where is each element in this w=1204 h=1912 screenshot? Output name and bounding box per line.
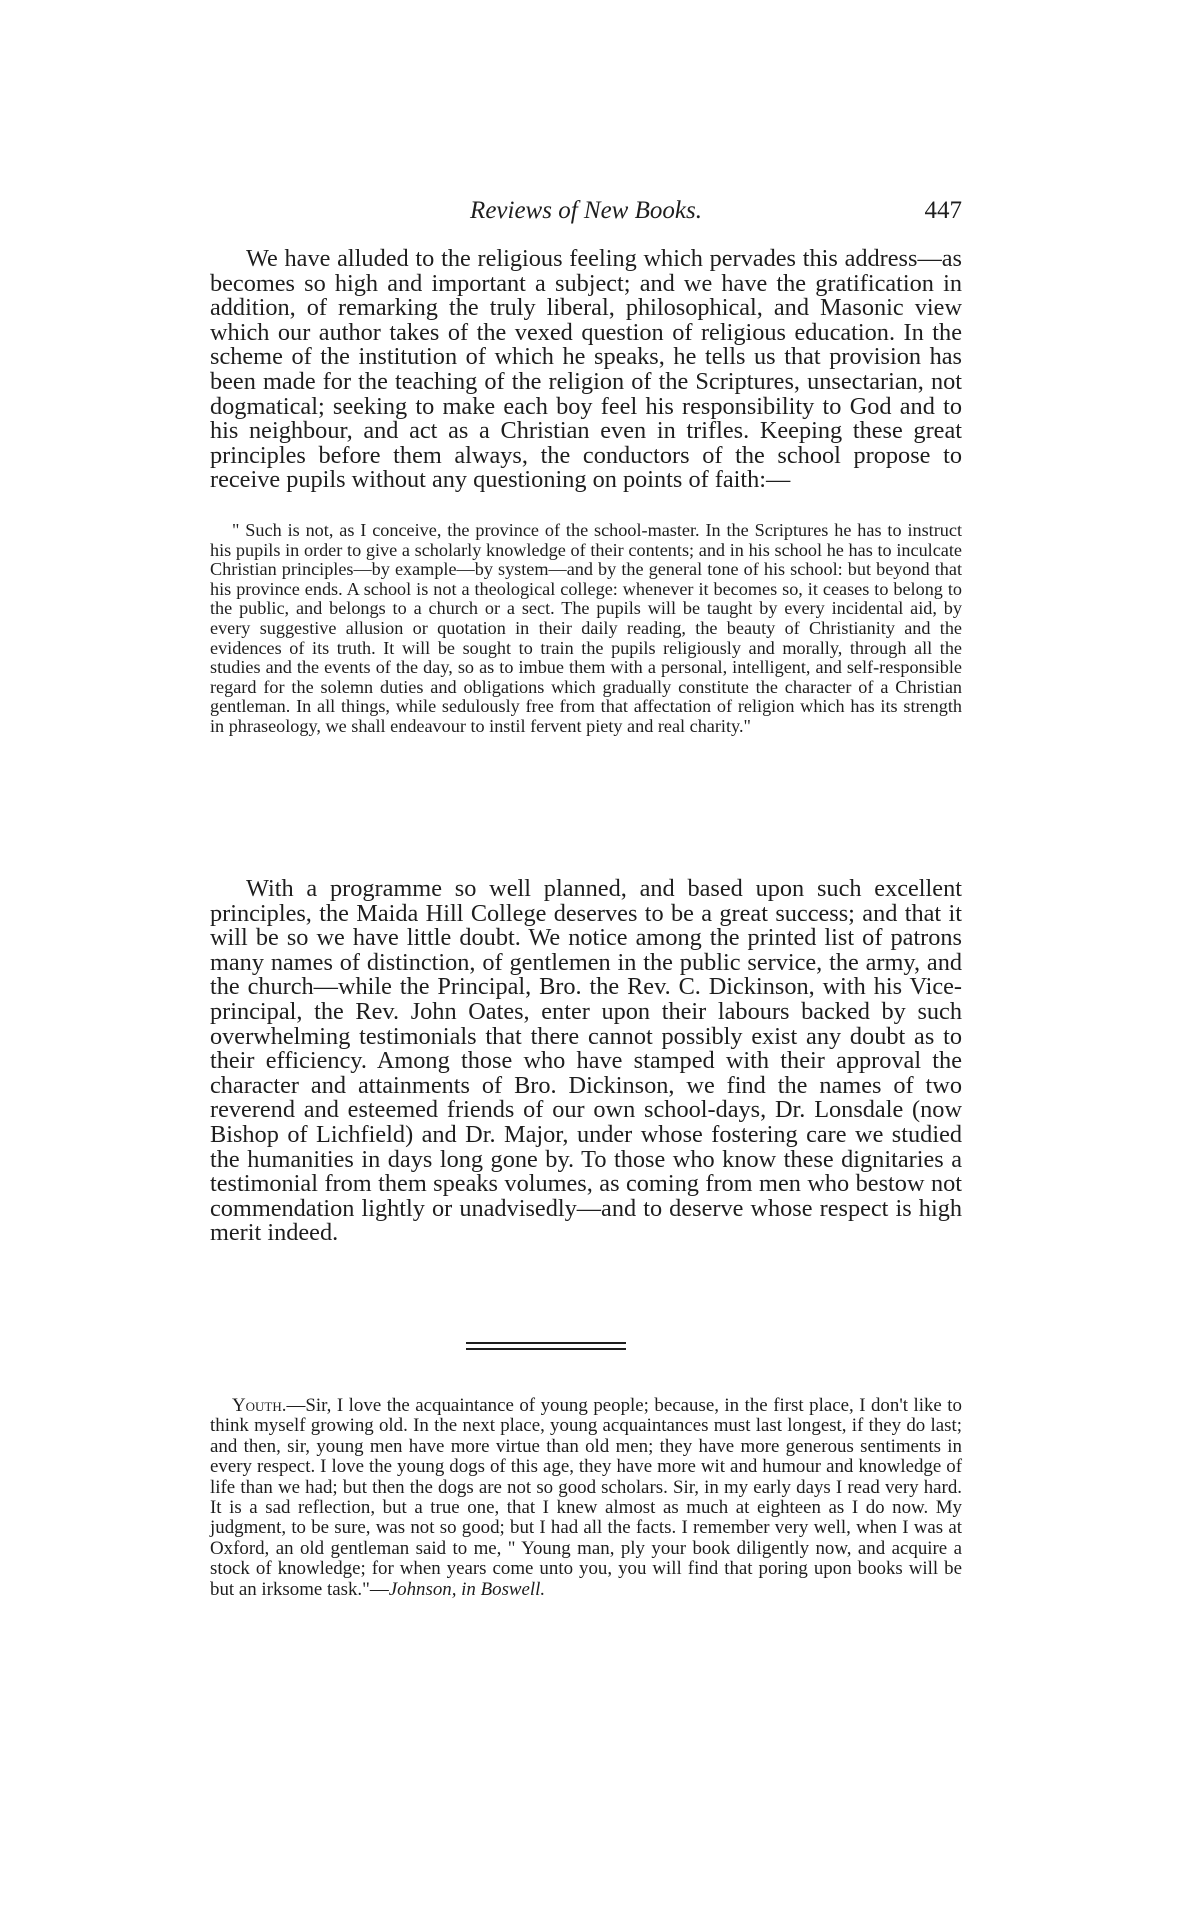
article-paragraph: We have alluded to the religious feeling which pervades this address—as becomes so high and important a subject; and we have the gratification in addition, of remarking the truly liberal, philosophical, and Masonic view which our author takes of the vexed question of religious education. In the scheme of the institution of which he speaks, he tells us that provision has been made for the teaching of the religion of the Scriptures, unsectarian, not dogmatical; seeking to make each boy feel his responsibility to God and to his neighbour, and act as a Christian even in trifles. Keeping these great principles before them always, the conductors of the school propose to receive pupils without any questioning on points of faith:— — [210, 245, 962, 494]
page-number: 447 — [924, 197, 962, 224]
anecdote-heading: Youth. — [232, 1395, 287, 1416]
running-head — [210, 196, 962, 226]
anecdote-text: —Sir, I love the acquaintance of young people; because, in the first place, I don't like to think myself growing old. In the next place, young acquaintances must last longest, if they do last; and then, sir, young men have more virtue than old men; they have more generous sentiments in every respect. I love the young dogs of this age, they have more wit and humour and knowledge of life than we had; but then the dogs are not so good scholars. Sir, in my early days I read very hard. It is a sad reflection, but a true one, that I knew almost as much at eighteen as I do now. My judgment, to be sure, was not so good; but I had all the facts. I remember very well, when I was at Oxford, an old gentleman said to me, " Young man, ply your book diligently now, and acquire a stock of knowledge; for when years come unto you, you will find that poring upon books will be but an irksome task."— — [210, 1395, 962, 1600]
anecdote-paragraph — [210, 1396, 962, 1600]
anecdote-attribution: Johnson, in Boswell. — [388, 1578, 546, 1600]
divider-rule — [466, 1348, 626, 1350]
article-paragraph-2-block — [210, 877, 962, 1246]
anecdote-block — [210, 1396, 962, 1600]
running-title: Reviews of New Books. — [470, 197, 702, 224]
article-paragraph: With a programme so well planned, and based upon such excellent principles, the Maida Hill College deserves to be a great success; and that it will be so we have little doubt. We notice among the printed list of patrons many names of distinction, of gentlemen in the public service, the army, and the church—while the Principal, Bro. the Rev. C. Dickinson, with his Vice-principal, the Rev. John Oates, enter upon their labours backed by such overwhelming testimonials that there cannot possibly exist any doubt as to their efficiency. Among those who have stamped with their approval the character and attainments of Bro. Dickinson, we find the names of two reverend and esteemed friends of our own school-days, Dr. Lonsdale (now Bishop of Lichfield) and Dr. Major, under whose fostering care we studied the humanities in days long gone by. To those who know these dignitaries a testimonial from them speaks volumes, as coming from men who bestow not commendation lightly or unadvisedly—and to deserve whose respect is high merit indeed. — [210, 875, 962, 1247]
block-quotation: " Such is not, as I conceive, the province of the school-master. In the Scriptures he has to instruct his pupils in order to give a scholarly knowledge of their contents; and in his school he has to inculcate Christian principles—by example—by system—and by the general tone of his school: but beyond that his province ends. A school is not a theological college: whenever it becomes so, it ceases to belong to the public, and belongs to a church or a sect. The pupils will be taught by every incidental aid, by every suggestive allusion or quotation in their daily reading, the beauty of Christianity and the evidences of its truth. It will be sought to train the pupils religiously and morally, through all the studies and the events of the day, so as to imbue them with a personal, intelligent, and self-responsible regard for the solemn duties and obligations which gradually constitute the character of a Christian gentleman. In all things, while sedulously free from that affectation of religion which has its strength in phraseology, we shall endeavour to instil fervent piety and real charity." — [210, 520, 962, 736]
article-paragraph-1-block — [210, 247, 962, 493]
section-divider — [466, 1342, 626, 1354]
divider-rule — [466, 1342, 626, 1344]
quotation-block — [210, 521, 962, 737]
